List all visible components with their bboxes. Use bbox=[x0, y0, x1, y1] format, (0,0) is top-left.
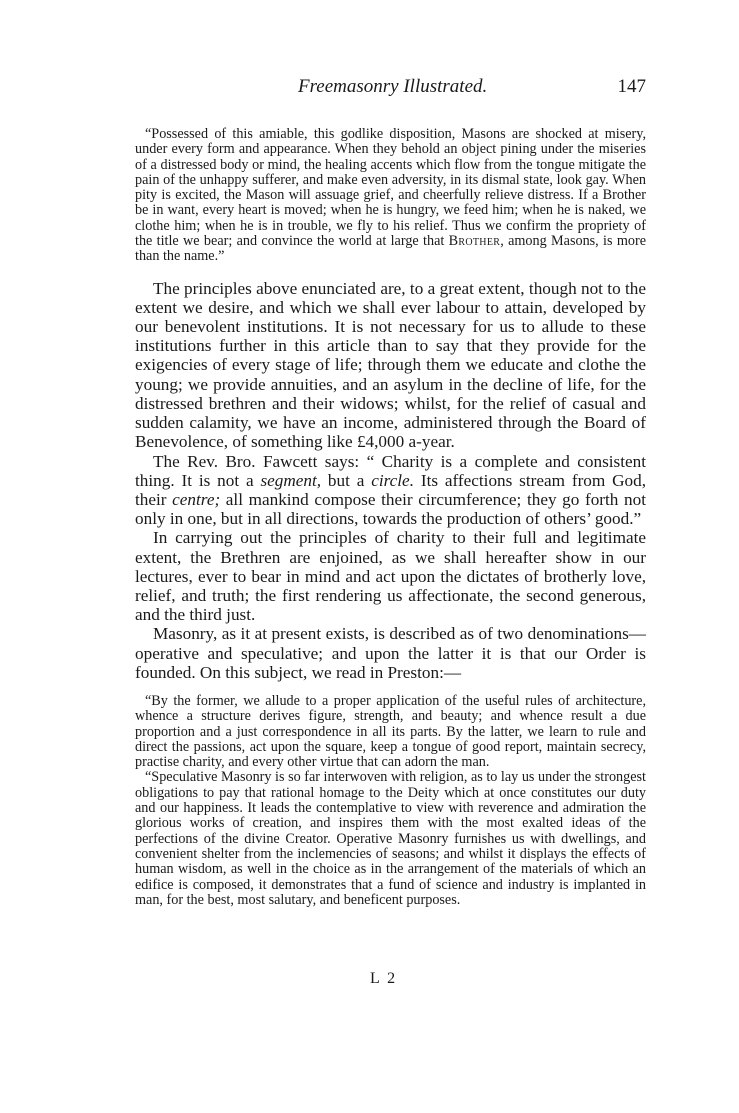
quote1-brother: Brother bbox=[448, 233, 501, 250]
signature-mark: L 2 bbox=[370, 970, 398, 987]
para2-part2: but a bbox=[321, 470, 372, 490]
paragraph-3: In carrying out the principles of charity to their full and legitimate extent, the Brethren are enjoined, as we shall hereafter show in our lectures, ever to bear in mind and act upon the dictates of brotherly love, relief, and truth; the first rendering us affectionate, the second generous, and the third just. bbox=[135, 528, 646, 625]
page-body bbox=[135, 127, 646, 908]
paragraph-2 bbox=[135, 452, 646, 529]
para2-em-circle: circle. bbox=[371, 470, 414, 490]
para2-part1: The Rev. Bro. Fawcett says: “ Charity is a complete and consistent thing. It is not a bbox=[135, 451, 646, 490]
paragraph-1: The principles above enunciated are, to a great extent, though not to the extent we desire, and which we shall ever labour to attain, developed by our benevolent institutions. It is not necessary for us to allude to these institutions further in this article than to say that they provide for the exigencies of every stage of life; through them we educate and clothe the young; we provide annuities, and an asylum in the decline of life, for the distressed brethren and their widows; whilst, for the relief of casual and sudden calamity, we have an income, administered through the Board of Benevolence, of something like £4,000 a-year. bbox=[135, 278, 646, 452]
page-header bbox=[135, 76, 654, 102]
quote-paragraph-1 bbox=[135, 127, 646, 265]
para2-em-centre: centre; bbox=[172, 489, 221, 509]
para2-part4: all mankind compose their circumference; they go forth not only in one, but in all directions, towards the production of others’ good.” bbox=[135, 489, 647, 529]
quote-paragraph-2: “By the former, we allude to a proper application of the useful rules of architecture, whence a structure derives figure, strength, and beauty; and whence result a due proportion and a just correspondence in all its parts. By the latter, we learn to rule and direct the passions, act upon the square, keep a tongue of good report, maintain secrecy, practise charity, and every other virtue that can adorn the man. bbox=[135, 692, 646, 771]
quote-paragraph-3: “Speculative Masonry is so far interwoven with religion, as to lay us under the strongest obligations to pay that rational homage to the Deity which at once constitutes our duty and our happiness. It leads the contemplative to view with reverence and admiration the glorious works of creation, and inspires them with the most exalted ideas of the perfections of the divine Creator. Operative Masonry furnishes us with dwellings, and convenient shelter from the inclemencies of seasons; and whilst it displays the effects of human wisdom, as well in the choice as in the arrangement of the materials of which an edifice is composed, it demonstrates that a fund of science and industry is implanted in man, for the best, most salutary, and beneficent purposes. bbox=[135, 769, 646, 908]
page-number: 147 bbox=[617, 76, 646, 97]
para2-em-segment: segment, bbox=[260, 470, 322, 490]
running-title: Freemasonry Illustrated. bbox=[298, 76, 488, 97]
quote1-text-after: , among Masons, is more than the name.” bbox=[135, 233, 646, 265]
quote1-text-before: “Possessed of this amiable, this godlike disposition, Masons are shocked at misery, under every form and appearance. When they behold an object pining under the miseries of a distressed body or mind, the healing accents which flow from the tongue mitigate the pain of the unhappy sufferer, and make even adversity, in its dismal state, look gay. When pity is excited, the Mason will assuage grief, and cheerfully relieve distress. If a Brother be in want, every heart is moved; when he is hungry, we feed him; when he is naked, we clothe him; when he is in trouble, we fly to his relief. Thus we confirm the propriety of the title we bear; and convince the world at large that bbox=[135, 126, 646, 250]
para2-part3: Its affections stream from God, their bbox=[135, 470, 646, 509]
paragraph-4: Masonry, as it at present exists, is described as of two denominations—operative and speculative; and upon the latter it is that our Order is founded. On this subject, we read in Preston:— bbox=[135, 624, 646, 682]
